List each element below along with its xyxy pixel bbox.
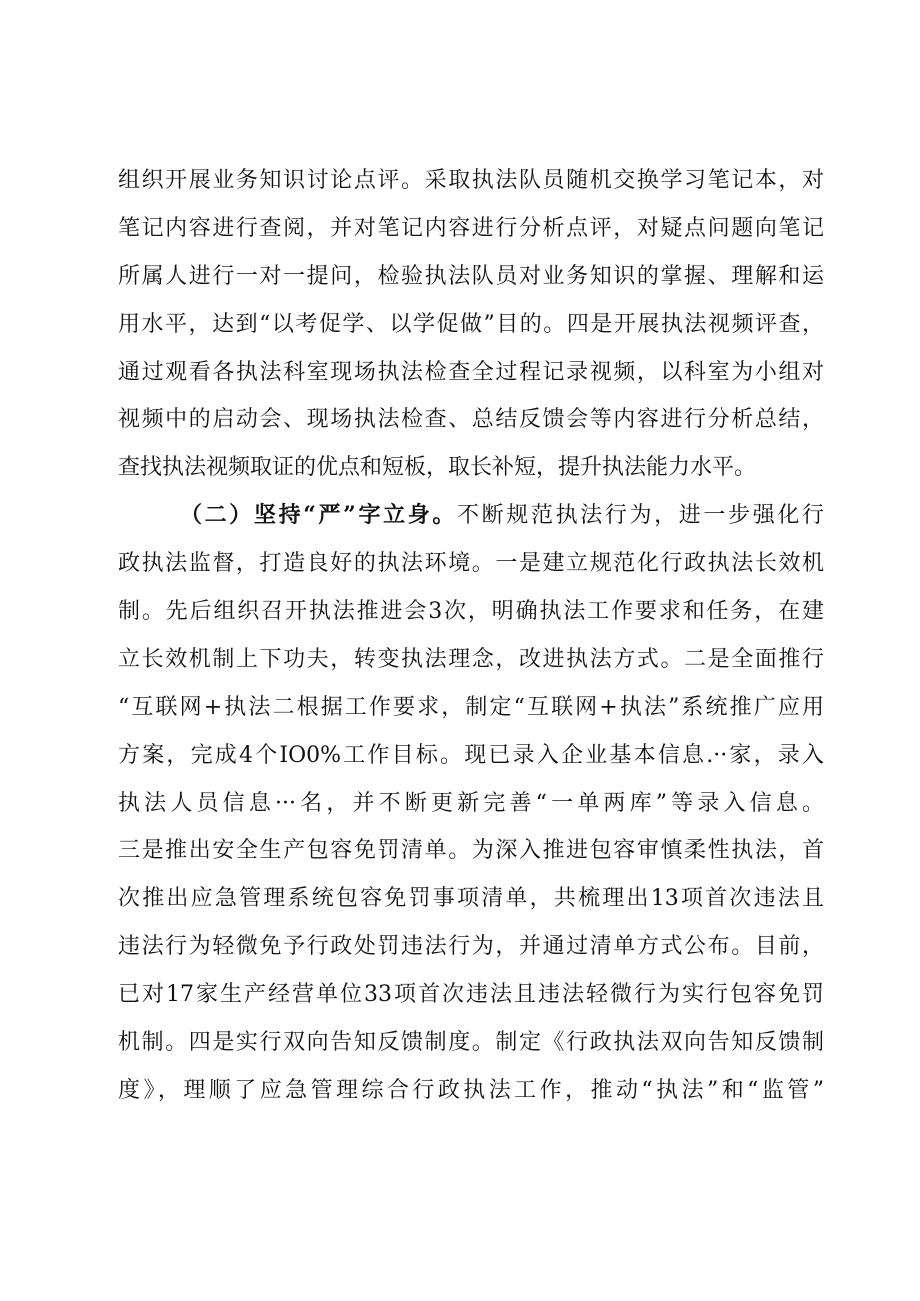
text-line: 度》，理顺了应急管理综合行政执法工作，推动“执法”和“监管”	[118, 1077, 824, 1103]
text-line: 制。先后组织召开执法推进会3次，明确执法工作要求和任务，在建	[118, 599, 824, 625]
text-line: 笔记内容进行查阅，并对笔记内容进行分析点评，对疑点问题向笔记	[118, 215, 824, 241]
text-line: 三是推出安全生产包容免罚清单。为深入推进包容审慎柔性执法，首	[118, 838, 824, 864]
text-line: 政执法监督，打造良好的执法环境。一是建立规范化行政执法长效机	[118, 551, 824, 577]
text-line: 机制。四是实行双向告知反馈制度。制定《行政执法双向告知反馈制	[118, 1030, 824, 1056]
section-heading: （二）坚持“严”字立身。	[180, 502, 458, 529]
text-line: 视频中的启动会、现场执法检查、总结反馈会等内容进行分析总结，	[118, 407, 824, 433]
text-line: 所属人进行一对一提问，检验执法队员对业务知识的掌握、理解和运	[118, 263, 824, 289]
section-heading-line	[118, 492, 824, 540]
text-line: 查找执法视频取证的优点和短板，取长补短，提升执法能力水平。	[118, 455, 757, 481]
text-line: 立长效机制上下功夫，转变执法理念，改进执法方式。二是全面推行	[118, 646, 824, 672]
text-line: 次推出应急管理系统包容免罚事项清单，共梳理出13项首次违法且	[118, 886, 824, 912]
text-line: 违法行为轻微免予行政处罚违法行为，并通过清单方式公布。目前，	[118, 934, 824, 960]
text-line: 通过观看各执法科室现场执法检查全过程记录视频，以科室为小组对	[118, 359, 824, 385]
text-line: 已对17家生产经营单位33项首次违法且违法轻微行为实行包容免罚	[118, 982, 824, 1008]
text-line: 方案，完成4个IO0%工作目标。现已录入企业基本信息.··家，录入	[118, 742, 824, 768]
text-line: “互联网+执法二根据工作要求，制定“互联网+执法”系统推广应用	[118, 694, 824, 720]
text-line: 执法人员信息···名，并不断更新完善“一单两库”等录入信息。	[118, 790, 824, 816]
section-heading-continuation: 不断规范执法行为，进一步强化行	[457, 503, 824, 529]
text-line: 组织开展业务知识讨论点评。采取执法队员随机交换学习笔记本，对	[118, 168, 824, 193]
body-text	[118, 157, 824, 1115]
text-line: 用水平，达到“以考促学、以学促做”目的。四是开展执法视频评查，	[118, 311, 824, 337]
